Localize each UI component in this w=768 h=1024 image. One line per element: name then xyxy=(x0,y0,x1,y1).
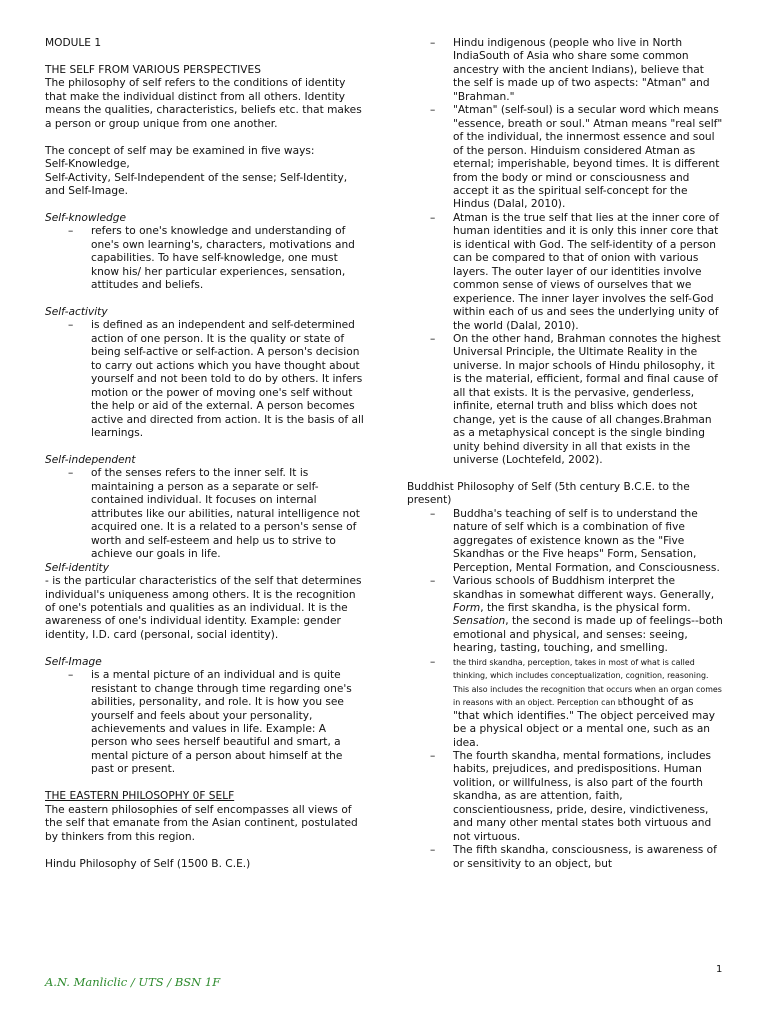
self-independent-item xyxy=(45,467,365,561)
self-independent-text: of the senses refers to the inner self. It is maintaining a person as a separate or self-contained individual. It focuses on internal attributes like our abilities, natural intelligence not acquired one. It is a related to a person's sense of worth and self-esteem and help us to strive to achieve our goals in life. xyxy=(91,467,360,561)
five-ways-line-1: Self-Knowledge, xyxy=(45,158,130,171)
dash-bullet: – xyxy=(68,669,74,682)
buddhist-item-1-text: Buddha's teaching of self is to understand the nature of self which is a combination of five aggregates of existence known as the "Five Skandhas or the Five heaps" Form, Sensation, Perception, Mental Formation, and Consciousness. xyxy=(453,507,720,574)
intro-paragraph: The philosophy of self refers to the conditions of identity that make the individual distinct from all others. Identity means the qualities, characteristics, beliefs etc. that makes a person or group unique from one another. xyxy=(45,77,362,130)
self-identity-heading: Self-identity xyxy=(45,561,109,574)
buddhist-item-5-text: The fifth skandha, consciousness, is awareness of or sensitivity to an object, but xyxy=(453,844,717,870)
left-column xyxy=(45,37,365,871)
self-identity-text: - is the particular characteristics of the self that determines individual's uniqueness among others. It is the recognition of one's potentials and qualities as an individual. It is the awareness of one's individual identity. Example: gender identity, I.D. card (personal, social identity). xyxy=(45,575,362,641)
buddhist-philosophy-title: Buddhist Philosophy of Self (5th century B.C.E. to the present) xyxy=(407,480,690,507)
five-ways-line-2: Self-Activity, Self-Independent of the sense; Self-Identity, xyxy=(45,171,348,184)
eastern-philosophy-title: THE EASTERN PHILOSOPHY 0F SELF xyxy=(45,790,235,803)
buddhist-item-3 xyxy=(407,656,723,750)
buddhist-item-4 xyxy=(407,750,723,844)
hindu-item-2 xyxy=(407,104,723,212)
dash-bullet: – xyxy=(430,104,436,117)
buddhist-item-2 xyxy=(407,575,723,656)
dash-bullet: – xyxy=(430,750,436,762)
dash-bullet: – xyxy=(430,575,436,588)
dash-bullet: – xyxy=(430,507,436,520)
self-independent-heading: Self-independent xyxy=(45,453,136,466)
hindu-item-4 xyxy=(407,333,723,468)
self-image-heading: Self-Image xyxy=(45,655,102,668)
self-activity-item xyxy=(45,319,365,440)
self-image-item xyxy=(45,669,365,777)
hindu-item-2-text: "Atman" (self-soul) is a secular word which means "essence, breath or soul." Atman means "real self" of the individual, the innermost essence and soul of the person. Hinduism considered Atman as eternal; imperishable, beyond times. It is different from the body or mind or consciousness and accept it as the spiritual self-concept for the Hindus (Dalal, 2010). xyxy=(453,104,723,211)
five-ways-line-3: and Self-Image. xyxy=(45,184,129,197)
dash-bullet: – xyxy=(430,332,436,345)
b2-text-c: , the second is made up of feelings--both emotional and physical, and senses: seeing, hearing, tasting, touching, and smelling. xyxy=(453,615,723,655)
b3-rest-text: thought of as "that which identifies." The object perceived may be a physical object or a mental one, such as an idea. xyxy=(453,696,715,749)
hindu-item-4-text: On the other hand, Brahman connotes the highest Universal Principle, the Ultimate Reality in the universe. In major schools of Hindu philosophy, it is the material, efficient, formal and final cause of all that exists. It is the pervasive, genderless, infinite, eternal truth and bliss which does not change, yet is the cause of all changes.Brahman as a metaphysical concept is the single binding unity behind diversity in all that exists in the universe (Lochtefeld, 2002). xyxy=(453,332,721,467)
dash-bullet: – xyxy=(68,467,74,480)
dash-bullet: – xyxy=(68,319,74,332)
eastern-philosophy-text: The eastern philosophies of self encompasses all views of the self that emanate from the Asian continent, postulated by thinkers from this region. xyxy=(45,803,358,843)
self-knowledge-item xyxy=(45,225,365,292)
b2-text-b: , the first skandha, is the physical form. xyxy=(480,602,691,615)
dash-bullet: – xyxy=(430,211,436,224)
b3-small-text: the third skandha, perception, takes in most of what is called thinking, which includes conceptualization, cognition, reasoning. This also includes the recognition that occurs when an organ comes in reasons with an object. Perception can b xyxy=(453,657,722,708)
buddhist-item-4-text: The fourth skandha, mental formations, includes habits, prejudices, and predispositions. Human volition, or willfulness, is also part of the fourth skandha, as are attention, faith, conscientiousness, pride, desire, vindictiveness, and many other mental states both virtuous and not virtuous. xyxy=(453,750,712,843)
b2-sensation-term: Sensation xyxy=(453,615,506,628)
buddhist-item-2-text xyxy=(453,575,723,656)
buddhist-item-3-text xyxy=(453,656,723,750)
b2-text-a: Various schools of Buddhism interpret the skandhas in somewhat different ways. Generally, xyxy=(453,575,715,601)
dash-bullet: – xyxy=(430,655,436,668)
module-label: MODULE 1 xyxy=(45,37,102,49)
buddhist-item-1 xyxy=(407,508,723,575)
hindu-item-3-text: Atman is the true self that lies at the inner core of human identities and it is only this inner core that is identical with God. The self-identity of a person can be compared to that of onion with various layers. The outer layer of our identities involve common sense of views of ourselves that we experience. The inner layer involves the self-God within each of us and sees the underlying unity of the world (Dalal, 2010). xyxy=(453,211,719,332)
buddhist-item-5 xyxy=(407,844,723,871)
footer-author: A.N. Manliclic / UTS / BSN 1F xyxy=(45,975,221,989)
hindu-item-1 xyxy=(407,37,723,104)
dash-bullet: – xyxy=(430,844,436,857)
self-knowledge-heading: Self-knowledge xyxy=(45,211,126,224)
self-activity-text: is defined as an independent and self-determined action of one person. It is the quality or state of being self-active or self-action. A person's decision to carry out actions which you have thought about yourself and not been told to do by others. It infers motion or the power of moving one's self without the help or aid of the external. A person becomes active and directed from action. It is the basis of all learnings. xyxy=(91,319,364,440)
hindu-item-1-text: Hindu indigenous (people who live in North IndiaSouth of Asia who share some common ancestry with the ancient Indians), believe that the self is made up of two aspects: "Atman" and "Brahman." xyxy=(453,37,710,103)
page-number: 1 xyxy=(716,964,723,975)
hindu-philosophy-title: Hindu Philosophy of Self (1500 B. C.E.) xyxy=(45,857,251,870)
dash-bullet: – xyxy=(430,37,436,49)
self-knowledge-text: refers to one's knowledge and understanding of one's own learning's, characters, motivations and capabilities. To have self-knowledge, one must know his/ her particular experiences, sensation, attitudes and beliefs. xyxy=(91,225,355,292)
dash-bullet: – xyxy=(68,225,74,238)
self-activity-heading: Self-activity xyxy=(45,306,108,318)
b2-form-term: Form xyxy=(453,602,481,615)
right-column xyxy=(407,37,723,871)
section-title: THE SELF FROM VARIOUS PERSPECTIVES xyxy=(45,63,261,76)
self-image-text: is a mental picture of an individual and is quite resistant to change through time regarding one's abilities, personality, and role. It is how you see yourself and feels about your personality, achievements and values in life. Example: A person who sees herself beautiful and smart, a mental picture of a person about himself at the past or present. xyxy=(91,669,352,776)
hindu-item-3 xyxy=(407,212,723,333)
five-ways-lead: The concept of self may be examined in five ways: xyxy=(45,144,315,157)
